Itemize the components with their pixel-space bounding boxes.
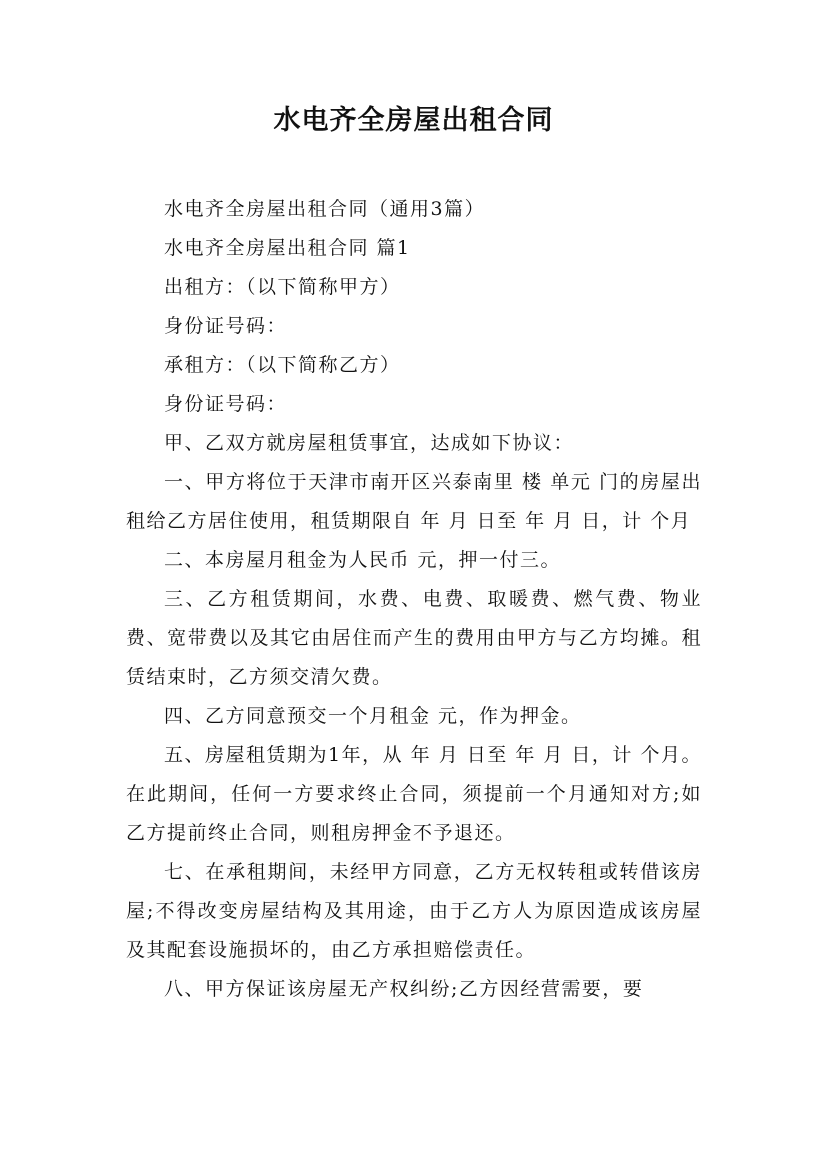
paragraph: 五、房屋租赁期为1年，从 年 月 日至 年 月 日，计 个月。在此期间，任何一方要求终止合同，须提前一个月通知对方;如乙方提前终止合同，则租房押金不予退还。 — [126, 744, 702, 844]
paragraph: 二、本房屋月租金为人民币 元，押一付三。 — [164, 549, 562, 571]
paragraph: 甲、乙双方就房屋租赁事宜，达成如下协议： — [164, 432, 575, 454]
document-body — [126, 190, 702, 1009]
paragraph: 水电齐全房屋出租合同 篇1 — [164, 237, 411, 259]
paragraph: 出租方：（以下简称甲方） — [164, 276, 401, 298]
paragraph: 三、乙方租赁期间，水费、电费、取暖费、燃气费、物业费、宽带费以及其它由居住而产生的费用由甲方与乙方均摊。租赁结束时，乙方须交清欠费。 — [126, 588, 702, 688]
paragraph: 七、在承租期间，未经甲方同意，乙方无权转租或转借该房屋;不得改变房屋结构及其用途，由于乙方人为原因造成该房屋及其配套设施损坏的，由乙方承担赔偿责任。 — [126, 861, 702, 961]
document-title: 水电齐全房屋出租合同 — [273, 105, 554, 136]
paragraph: 身份证号码： — [164, 393, 288, 415]
paragraph: 一、甲方将位于天津市南开区兴泰南里 楼 单元 门的房屋出租给乙方居住使用，租赁期限自 年 月 日至 年 月 日，计 个月 — [126, 471, 702, 532]
paragraph: 水电齐全房屋出租合同（通用3篇） — [164, 198, 486, 220]
paragraph: 身份证号码： — [164, 315, 288, 337]
paragraph: 八、甲方保证该房屋无产权纠纷;乙方因经营需要，要 — [164, 978, 644, 1000]
paragraph: 四、乙方同意预交一个月租金 元，作为押金。 — [164, 705, 582, 727]
paragraph: 承租方：（以下简称乙方） — [164, 354, 401, 376]
